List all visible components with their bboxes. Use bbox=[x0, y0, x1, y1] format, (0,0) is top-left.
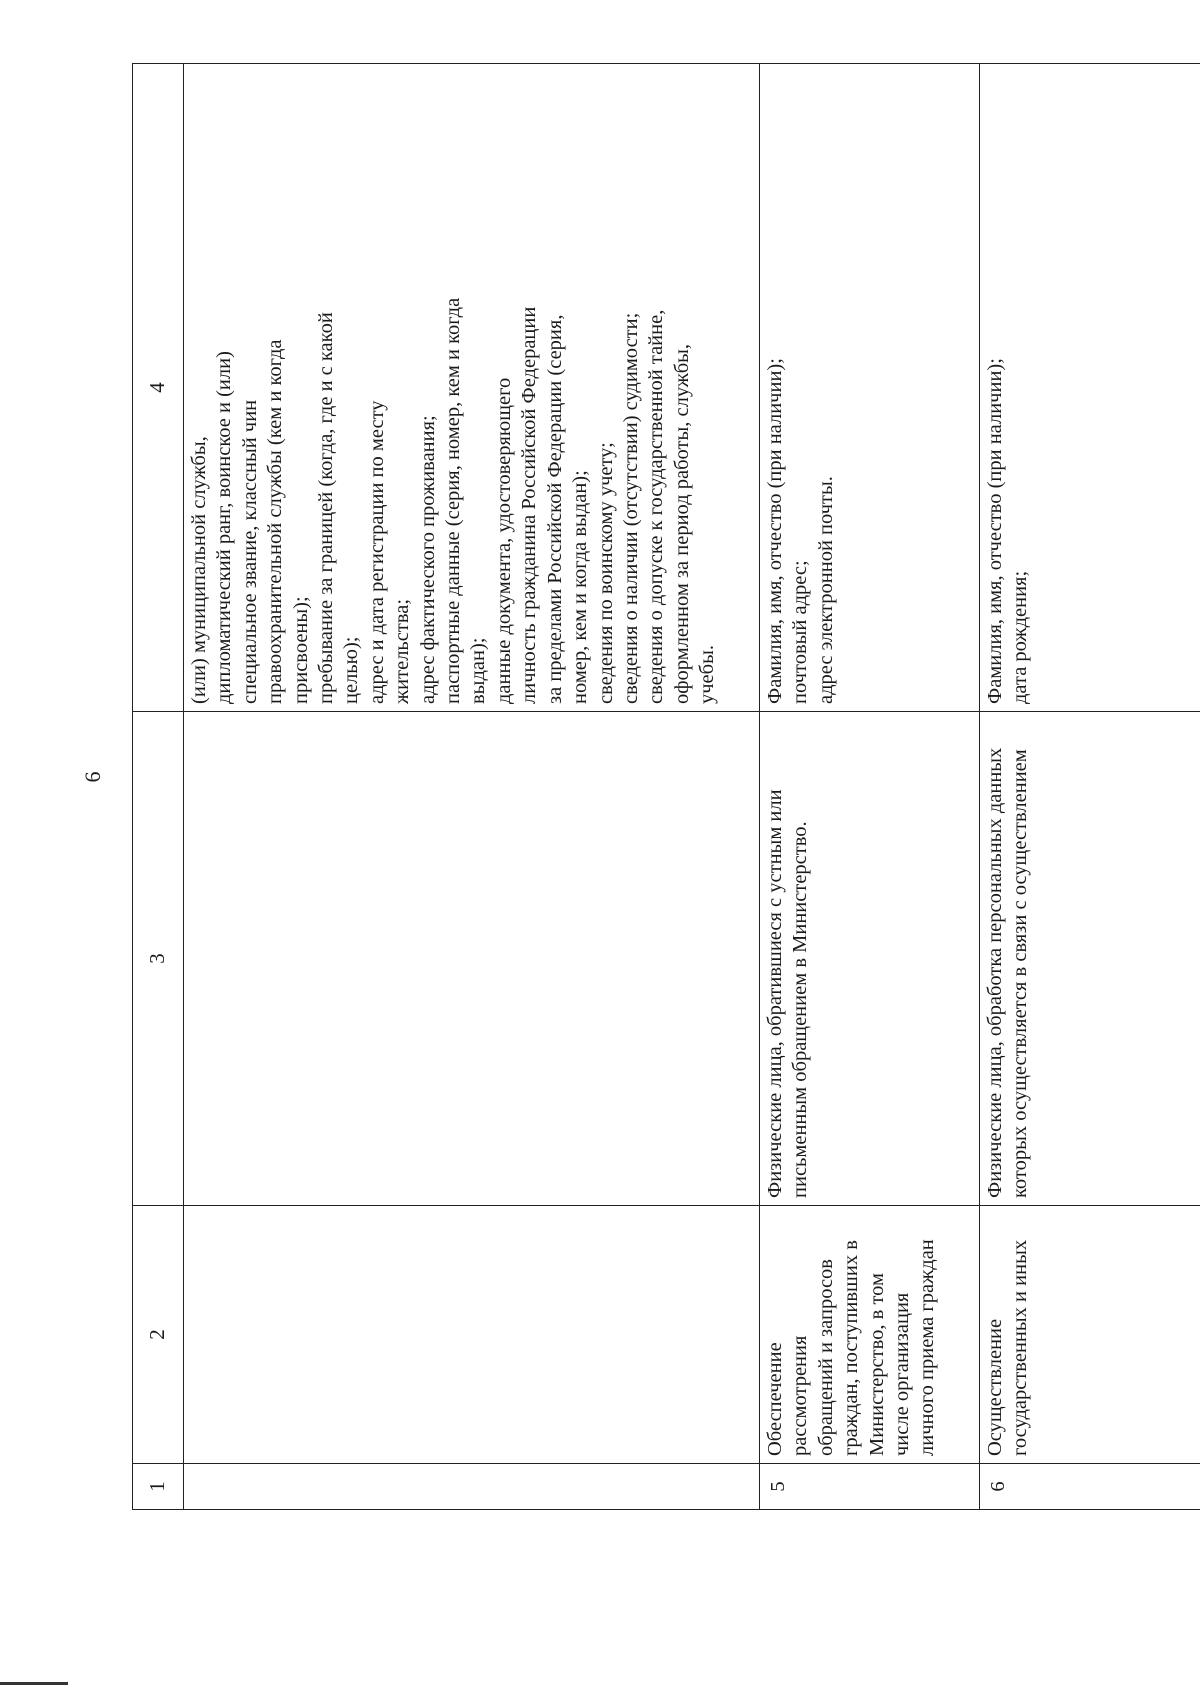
cell-text-line: присвоены); bbox=[289, 596, 312, 704]
column-header-1: 1 bbox=[133, 1464, 184, 1510]
cell-text-line: личность гражданина Российской Федерации bbox=[518, 306, 541, 704]
cell-text-line: адрес электронной почты. bbox=[814, 476, 837, 704]
table-container bbox=[132, 64, 1200, 1510]
cell-text-line: пребывание за границей (когда, где и с какой bbox=[315, 312, 338, 704]
cell-text-line: сведения о наличии (отсутствии) судимости; bbox=[619, 312, 642, 704]
cell-text-line: обращений и запросов bbox=[814, 1259, 837, 1456]
subjects-cell bbox=[184, 712, 760, 1206]
scan-edge-mark bbox=[0, 1682, 68, 1685]
cell-text-line: числе организация bbox=[891, 1292, 914, 1456]
cell-text-line: номер, кем и когда выдан); bbox=[569, 470, 592, 704]
purpose-cell bbox=[184, 1206, 760, 1464]
cell-text-line: государственных и иных bbox=[1009, 1239, 1032, 1456]
data-categories-cell bbox=[184, 64, 760, 712]
cell-text-line: которых осуществляется в связи с осуществлением bbox=[1009, 749, 1032, 1198]
cell-text-line: адрес фактического проживания; bbox=[416, 415, 439, 704]
cell-text-line: данные документа, удостоверяющего bbox=[492, 377, 515, 704]
cell-text-line: за пределами Российской Федерации (серия, bbox=[543, 314, 566, 704]
cell-text-line: Физические лица, обработка персональных данных bbox=[984, 747, 1006, 1198]
cell-text-line: Осуществление bbox=[984, 1318, 1006, 1456]
cell-text-line: сведения по воинскому учету; bbox=[594, 442, 617, 704]
cell-text-line: почтовый адрес; bbox=[789, 560, 812, 704]
cell-text-line: рассмотрения bbox=[789, 1335, 812, 1456]
cell-text-line: Фамилия, имя, отчество (при наличии); bbox=[764, 358, 786, 704]
cell-text-line: специальное звание, классный чин bbox=[238, 399, 261, 704]
cell-text-line: Фамилия, имя, отчество (при наличии); bbox=[984, 358, 1006, 704]
cell-text-line: правоохранительной службы (кем и когда bbox=[264, 339, 287, 704]
cell-text-line: оформленном за период работы, службы, bbox=[670, 343, 693, 704]
purpose-cell bbox=[760, 1206, 980, 1464]
table-row bbox=[760, 64, 980, 1510]
row-number-cell: 6 bbox=[980, 1464, 1200, 1510]
rotated-table-frame bbox=[132, 64, 1200, 1510]
column-header-3: 3 bbox=[133, 712, 184, 1206]
cell-text-line: учебы. bbox=[696, 645, 719, 704]
data-categories-cell bbox=[980, 64, 1200, 712]
cell-text-line: паспортные данные (серия, номер, кем и когда bbox=[442, 297, 465, 704]
cell-text-line: выдан); bbox=[467, 637, 490, 704]
subjects-cell bbox=[980, 712, 1200, 1206]
cell-text-line: Министерство, в том bbox=[865, 1273, 888, 1456]
cell-text-line: граждан, поступивших в bbox=[840, 1240, 863, 1456]
cell-text-line: письменным обращением в Министерство. bbox=[789, 821, 812, 1198]
column-header-4: 4 bbox=[133, 64, 184, 712]
cell-text-line: жительства; bbox=[391, 598, 414, 704]
cell-text-line: целью); bbox=[340, 636, 363, 704]
data-categories-cell bbox=[760, 64, 980, 712]
row-number-cell bbox=[184, 1464, 760, 1510]
cell-text-line: сведения о допуске к государственной тайне, bbox=[645, 309, 668, 704]
cell-text-line: дата рождения; bbox=[1009, 570, 1032, 704]
table-row bbox=[184, 64, 760, 1510]
cell-text-line: (или) муниципальной службы, bbox=[188, 436, 210, 704]
cell-text-line: Обеспечение bbox=[764, 1342, 786, 1456]
subjects-cell bbox=[760, 712, 980, 1206]
row-number-cell: 5 bbox=[760, 1464, 980, 1510]
table-header-row bbox=[133, 64, 184, 1510]
table-row bbox=[980, 64, 1200, 1510]
page-number: 6 bbox=[80, 771, 105, 783]
cell-text-line: личного приема граждан bbox=[916, 1239, 939, 1456]
cell-text-line: дипломатический ранг, воинское и (или) bbox=[213, 351, 236, 704]
cell-text-line: адрес и дата регистрации по месту bbox=[365, 400, 388, 704]
column-header-2: 2 bbox=[133, 1206, 184, 1464]
purpose-cell bbox=[980, 1206, 1200, 1464]
personal-data-table bbox=[132, 63, 1200, 1510]
cell-text-line: Физические лица, обратившиеся с устным или bbox=[764, 789, 786, 1198]
